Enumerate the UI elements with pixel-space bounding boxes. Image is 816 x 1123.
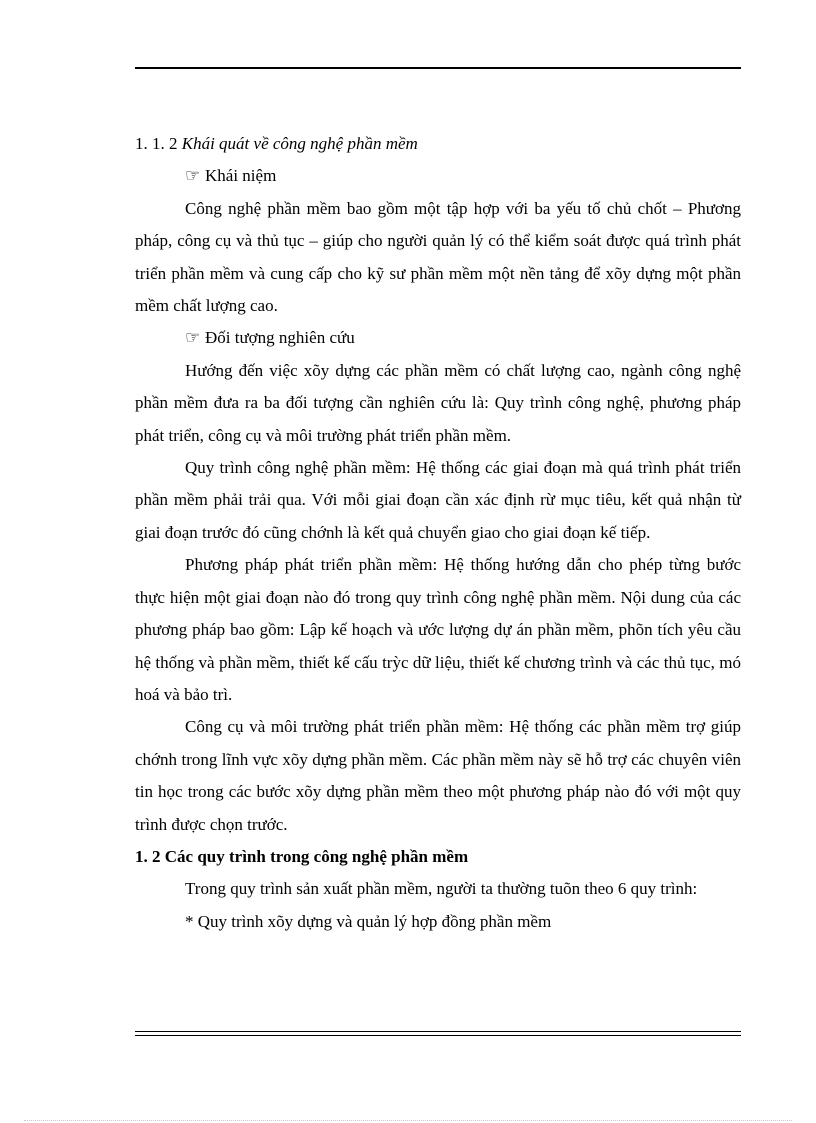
research-paragraph-1: Hướng đến việc xõy dựng các phần mềm có chất lượng cao, ngành công nghệ phần mềm đưa ra ba đối tượng cần nghiên cứu là: Quy trình công nghệ, phương pháp phát triển, công cụ và môi trường phát triển phần mềm. xyxy=(135,360,741,445)
document-body xyxy=(135,128,741,938)
subsection-title: Khái quát về công nghệ phần mềm xyxy=(181,134,418,153)
footer-rule xyxy=(135,1031,741,1036)
concept-paragraph: Công nghệ phần mềm bao gồm một tập hợp với ba yếu tố chủ chốt – Phương pháp, công cụ và thủ tục – giúp cho người quản lý có thể kiểm soát được quá trình phát triển phần mềm và cung cấp cho kỹ sư phần mềm một nền tảng để xõy dựng một phần mềm chất lượng cao. xyxy=(135,198,741,316)
concept-heading-text: Khái niệm xyxy=(205,166,277,186)
section-intro: Trong quy trình sản xuất phần mềm, người ta thường tuõn theo 6 quy trình: xyxy=(185,879,698,899)
concept-heading xyxy=(135,160,741,192)
pointing-hand-icon: ☞ xyxy=(185,166,201,186)
research-paragraph-2: Quy trình công nghệ phần mềm: Hệ thống các giai đoạn mà quá trình phát triển phần mềm phải trải qua. Với mỗi giai đoạn cần xác định rừ mục tiêu, kết quả nhận từ giai đoạn trước đó cũng chớnh là kết quả chuyển giao cho giai đoạn kế tiếp. xyxy=(135,458,741,542)
research-paragraph-3: Phương pháp phát triển phần mềm: Hệ thống hướng dẫn cho phép từng bước thực hiện một giai đoạn nào đó trong quy trình công nghệ phần mềm. Nội dung của các phương pháp bao gồm: Lập kế hoạch và ước lượng dự án phần mềm, phõn tích yêu cầu hệ thống và phần mềm, thiết kế cấu trỳc dữ liệu, thiết kế chương trình và các thủ tục, mó hoá và bảo trì. xyxy=(135,555,741,704)
research-paragraph-4: Công cụ và môi trường phát triển phần mềm: Hệ thống các phần mềm trợ giúp chớnh trong lĩnh vực xõy dựng phần mềm. Các phần mềm này sẽ hỗ trợ các chuyên viên tin học trong các bước xõy dựng phần mềm theo một phương pháp nào đó với một quy trình được chọn trước. xyxy=(135,717,741,834)
research-heading xyxy=(135,322,741,354)
pointing-hand-icon: ☞ xyxy=(185,328,201,348)
section-heading: 1. 2 Các quy trình trong công nghệ phần mềm xyxy=(135,846,469,866)
research-heading-text: Đối tượng nghiên cứu xyxy=(205,328,355,348)
page-edge xyxy=(24,1120,792,1121)
subsection-heading xyxy=(135,128,741,160)
subsection-number: 1. 1. 2 xyxy=(135,134,178,153)
header-rule xyxy=(135,67,741,69)
list-item: * Quy trình xõy dựng và quản lý hợp đồng phần mềm xyxy=(185,911,552,931)
